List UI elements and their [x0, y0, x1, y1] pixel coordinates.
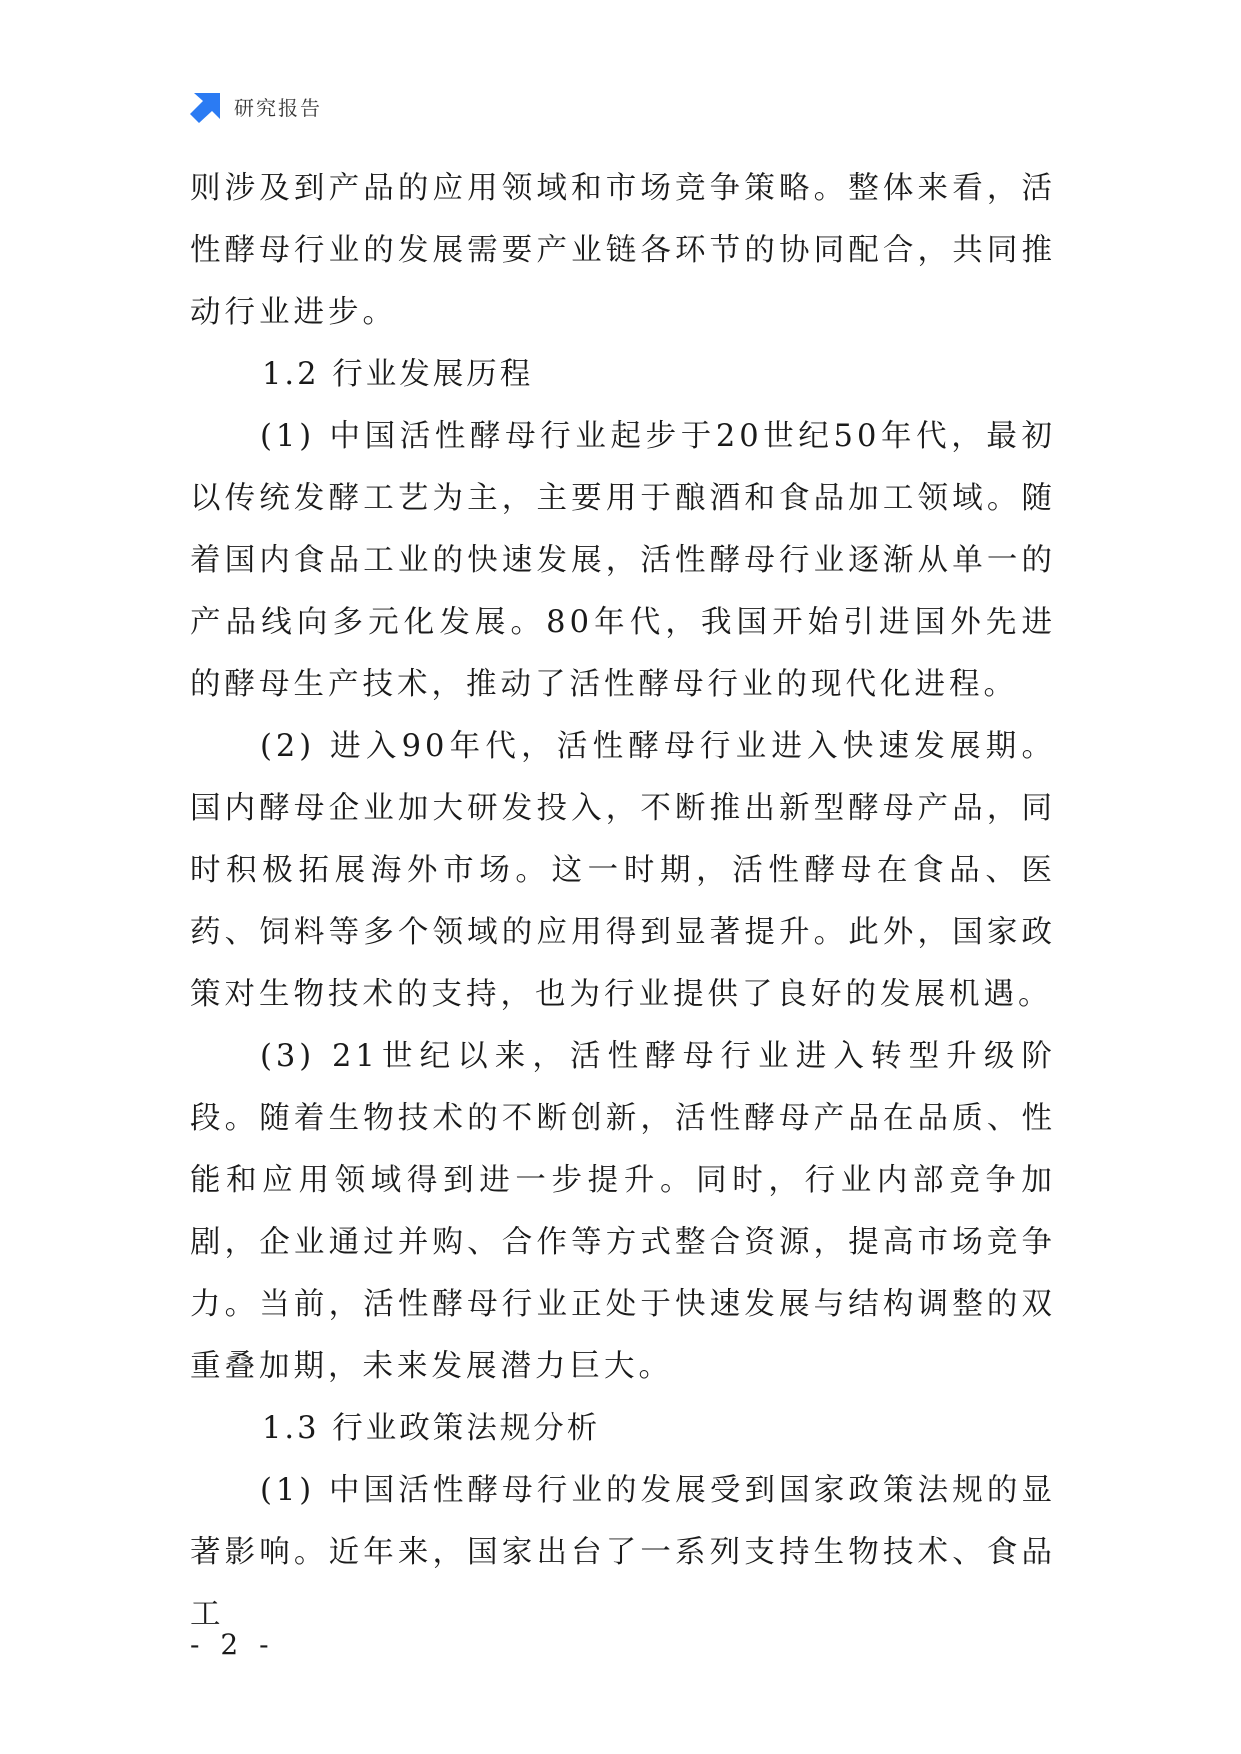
document-body — [190, 158, 1056, 1646]
paragraph-history-3: (3) 21世纪以来，活性酵母行业进入转型升级阶段。随着生物技术的不断创新，活性酵母产品在品质、性能和应用领域得到进一步提升。同时，行业内部竞争加剧，企业通过并购、合作等方式整合资源，提高市场竞争力。当前，活性酵母行业正处于快速发展与结构调整的双重叠加期，未来发展潜力巨大。 — [190, 1039, 1056, 1384]
header-label: 研究报告 — [234, 95, 322, 120]
section-heading-1-3: 1.3 行业政策法规分析 — [262, 1411, 601, 1446]
section-heading-1-2: 1.2 行业发展历程 — [262, 357, 534, 392]
page-number: - 2 - — [190, 1628, 275, 1661]
arrow-up-right-icon — [190, 89, 224, 123]
paragraph-continuation: 则涉及到产品的应用领域和市场竞争策略。整体来看，活性酵母行业的发展需要产业链各环节的协同配合，共同推动行业进步。 — [190, 171, 1056, 330]
report-header — [190, 88, 322, 124]
paragraph-history-1: (1) 中国活性酵母行业起步于20世纪50年代，最初以传统发酵工艺为主，主要用于酿酒和食品加工领域。随着国内食品工业的快速发展，活性酵母行业逐渐从单一的产品线向多元化发展。80年代，我国开始引进国外先进的酵母生产技术，推动了活性酵母行业的现代化进程。 — [190, 419, 1056, 702]
paragraph-policy-1: (1) 中国活性酵母行业的发展受到国家政策法规的显著影响。近年来，国家出台了一系列支持生物技术、食品工 — [190, 1473, 1056, 1632]
paragraph-history-2: (2) 进入90年代，活性酵母行业进入快速发展期。国内酵母企业加大研发投入，不断推出新型酵母产品，同时积极拓展海外市场。这一时期，活性酵母在食品、医药、饲料等多个领域的应用得到显著提升。此外，国家政策对生物技术的支持，也为行业提供了良好的发展机遇。 — [190, 729, 1056, 1012]
